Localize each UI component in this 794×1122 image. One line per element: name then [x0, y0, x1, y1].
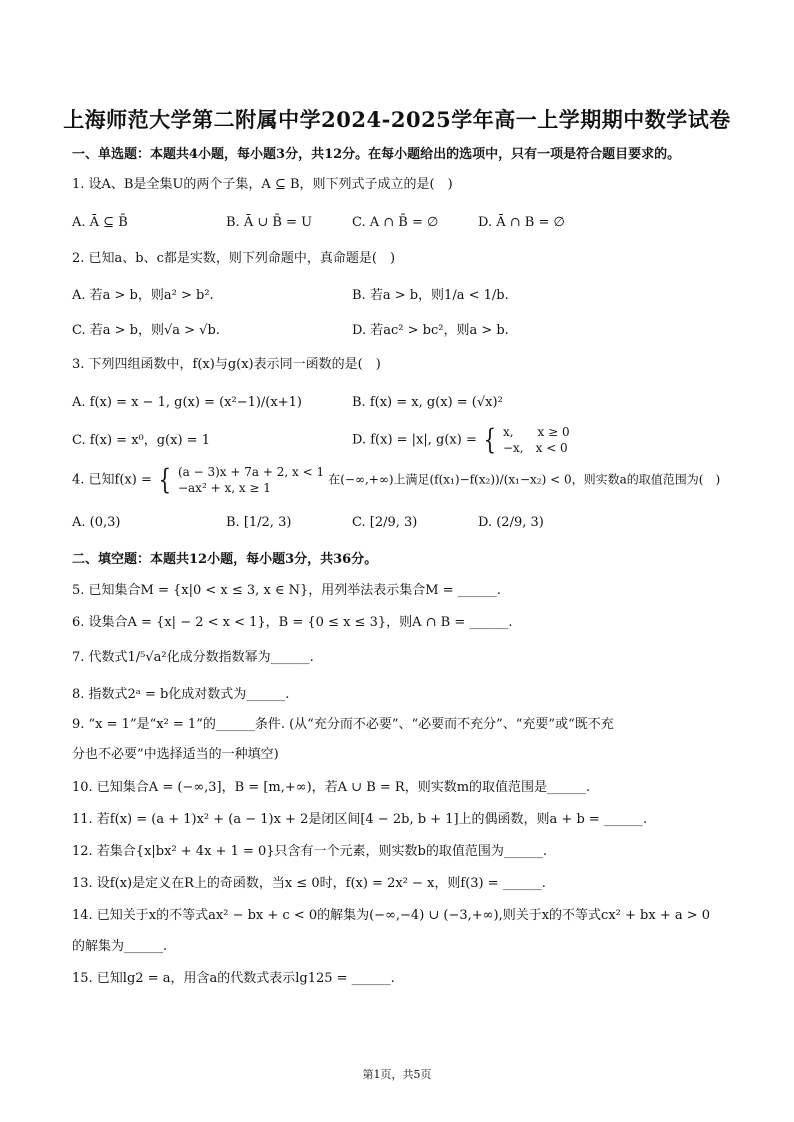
- question-14-continued: 的解集为______.: [72, 939, 168, 954]
- question-4-option-d: D. (2/9, 3): [478, 515, 544, 530]
- brace-symbol: {: [483, 423, 497, 456]
- question-9-continued: 分也不必要”中选择适当的一种填空): [72, 747, 279, 762]
- question-4-stem: [72, 464, 720, 496]
- question-3-option-b: B. f(x) = x, g(x) = (√x)²: [352, 395, 503, 410]
- question-1-option-c: C. A ∩ B̄ = ∅: [352, 215, 439, 230]
- question-14: 14. 已知关于x的不等式ax² − bx + c < 0的解集为(−∞,−4) ∪ (−3,+∞),则关于x的不等式cx² + bx + a > 0: [72, 908, 711, 923]
- question-4-prefix: 4. 已知f(x) =: [72, 472, 152, 488]
- question-3-option-d-cases: [503, 424, 570, 456]
- question-3-option-c: C. f(x) = x⁰，g(x) = 1: [72, 433, 210, 448]
- exam-title: 上海师范大学第二附属中学2024-2025学年高一上学期期中数学试卷: [63, 107, 731, 132]
- case-line-2: −ax² + x, x ≥ 1: [177, 481, 271, 495]
- case-line-1: (a − 3)x + 7a + 2, x < 1: [177, 465, 325, 479]
- question-9: 9. “x = 1”是“x² = 1”的______条件. (从“充分而不必要”、“必要而不充分”、“充要”或“既不充: [72, 717, 614, 732]
- case-line-1: x, x ≥ 0: [502, 425, 570, 439]
- section-single-choice-heading: 一、单选题：本题共4小题，每小题3分，共12分。在每小题给出的选项中，只有一项是符合题目要求的。: [72, 147, 681, 162]
- question-4-cases: [178, 464, 324, 496]
- question-3-stem: 3. 下列四组函数中，f(x)与g(x)表示同一函数的是( ): [72, 357, 381, 372]
- question-1-option-a: A. Ā ⊆ B̄: [72, 215, 128, 230]
- brace-symbol: {: [158, 463, 172, 496]
- question-2-stem: 2. 已知a、b、c都是实数，则下列命题中，真命题是( ): [72, 251, 396, 266]
- question-15: 15. 已知lg2 = a，用含a的代数式表示lg125 = ______.: [72, 971, 395, 986]
- page-footer: 第1页，共5页: [362, 1068, 432, 1081]
- question-6: 6. 设集合A = {x| − 2 < x < 1}，B = {0 ≤ x ≤ 3}，则A ∩ B = ______.: [72, 615, 513, 630]
- question-4-option-b: B. [1/2, 3): [226, 515, 292, 530]
- question-4-condition: 在(−∞,+∞)上满足(f(x₁)−f(x₂))/(x₁−x₂) < 0，则实数a的取值范围为( ): [328, 472, 721, 487]
- question-2-option-a: A. 若a > b，则a² > b².: [72, 288, 214, 303]
- section-fill-in-heading: 二、填空题：本题共12小题，每小题3分，共36分。: [72, 552, 378, 567]
- question-5: 5. 已知集合M = {x|0 < x ≤ 3, x ∈ N}，用列举法表示集合M = ______.: [72, 583, 501, 598]
- question-12: 12. 若集合{x|bx² + 4x + 1 = 0}只含有一个元素，则实数b的取值范围为______.: [72, 844, 547, 859]
- question-2-option-b: B. 若a > b，则1/a < 1/b.: [352, 288, 509, 303]
- question-3-option-a: A. f(x) = x − 1, g(x) = (x²−1)/(x+1): [72, 395, 302, 410]
- question-1-stem: 1. 设A、B是全集U的两个子集，A ⊆ B，则下列式子成立的是( ): [72, 177, 453, 192]
- question-1-option-d: D. Ā ∩ B = ∅: [478, 215, 565, 230]
- question-7: 7. 代数式1/⁵√a²化成分数指数幂为______.: [72, 650, 314, 665]
- question-3-option-d-label: D. f(x) = |x|, g(x) =: [352, 432, 477, 448]
- question-11: 11. 若f(x) = (a + 1)x² + (a − 1)x + 2是闭区间[4 − 2b, b + 1]上的偶函数，则a + b = ______.: [72, 812, 648, 827]
- question-10: 10. 已知集合A = (−∞,3]，B = [m,+∞)，若A ∪ B = R，则实数m的取值范围是______.: [72, 780, 591, 795]
- question-4-option-c: C. [2/9, 3): [352, 515, 418, 530]
- case-line-2: −x, x < 0: [502, 441, 568, 455]
- question-3-option-d: [352, 424, 570, 456]
- question-2-option-c: C. 若a > b，则√a > √b.: [72, 323, 220, 338]
- question-4-option-a: A. (0,3): [72, 515, 121, 530]
- question-1-option-b: B. Ā ∪ B̄ = U: [226, 215, 313, 230]
- question-8: 8. 指数式2ᵃ = b化成对数式为______.: [72, 687, 290, 702]
- question-2-option-d: D. 若ac² > bc²，则a > b.: [352, 323, 509, 338]
- question-13: 13. 设f(x)是定义在R上的奇函数，当x ≤ 0时，f(x) = 2x² − x，则f(3) = ______.: [72, 876, 546, 891]
